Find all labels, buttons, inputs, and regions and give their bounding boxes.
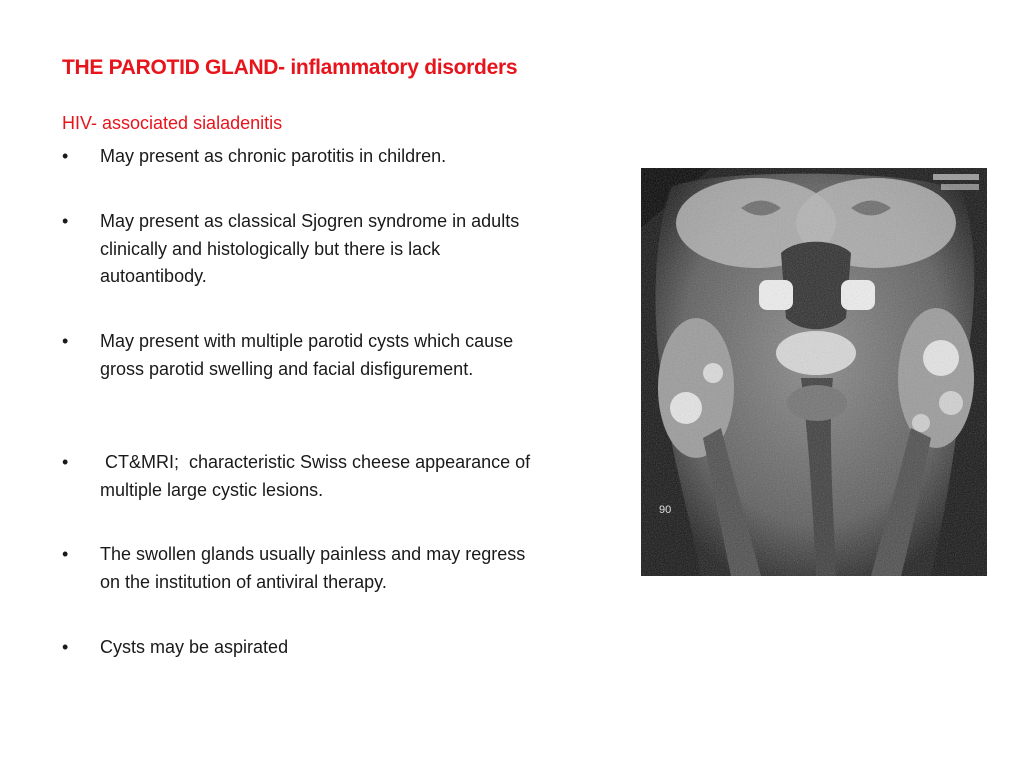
mri-coronal-scan-image — [641, 168, 987, 576]
image-corner-marker: 90 — [659, 504, 672, 516]
slide-subtitle: HIV- associated sialadenitis — [62, 113, 283, 133]
bullet-dot: • — [62, 544, 69, 564]
bullet-text: May present with multiple parotid cysts which cause gross parotid swelling and facial disfigurement. — [100, 331, 514, 379]
bullet-dot: • — [62, 637, 69, 657]
bullet-text: May present as classical Sjogren syndrome in adults clinically and histologically but there is lack autoantibody. — [100, 211, 520, 286]
mri-scan-illustration — [641, 168, 987, 576]
bullet-text: May present as chronic parotitis in children. — [100, 146, 447, 166]
bullet-text: CT&MRI; characteristic Swiss cheese appearance of multiple large cystic lesions. — [100, 452, 536, 500]
slide-title: THE PAROTID GLAND- inflammatory disorders — [62, 56, 518, 79]
bullet-text: Cysts may be aspirated — [100, 637, 289, 657]
bullet-dot: • — [62, 211, 69, 231]
bullet-dot: • — [62, 452, 69, 472]
bullet-dot: • — [62, 146, 69, 166]
bullet-dot: • — [62, 331, 69, 351]
bullet-text: The swollen glands usually painless and may regress on the institution of antiviral therapy. — [100, 544, 526, 592]
